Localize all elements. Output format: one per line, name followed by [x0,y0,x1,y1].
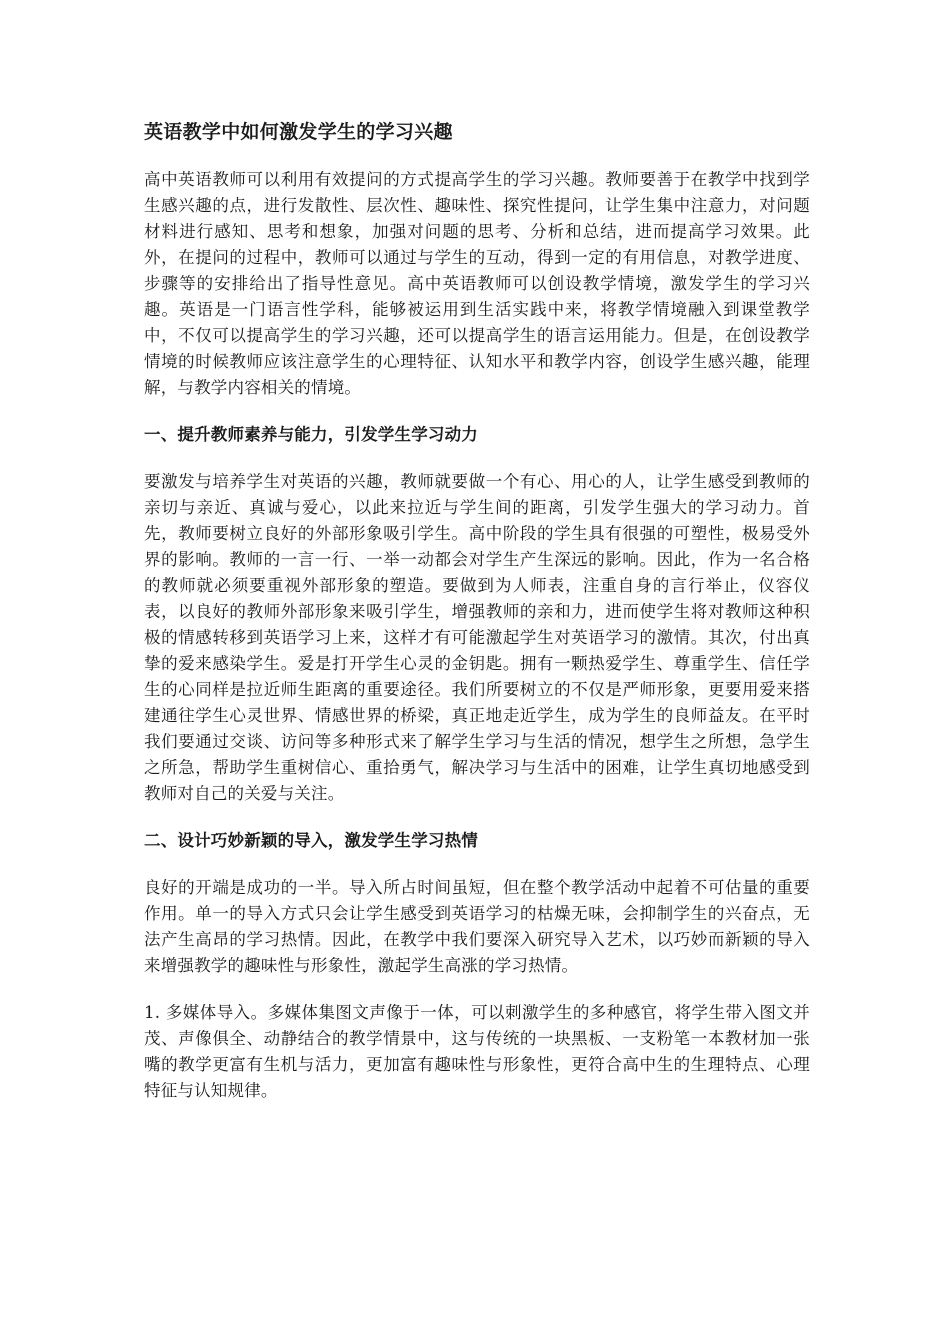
intro-paragraph: 高中英语教师可以利用有效提问的方式提高学生的学习兴趣。教师要善于在教学中找到学生感兴趣的点，进行发散性、层次性、趣味性、探究性提问，让学生集中注意力，对问题材料进行感知、思考和想象，加强对问题的思考、分析和总结，进而提高学习效果。此外，在提问的过程中，教师可以通过与学生的互动，得到一定的有用信息，对教学进度、步骤等的安排给出了指导性意见。高中英语教师可以创设教学情境，激发学生的学习兴趣。英语是一门语言性学科，能够被运用到生活实践中来，将教学情境融入到课堂教学中，不仅可以提高学生的学习兴趣，还可以提高学生的语言运用能力。但是，在创设教学情境的时候教师应该注意学生的心理特征、认知水平和教学内容，创设学生感兴趣，能理解，与教学内容相关的情境。 [144,170,810,397]
section-2-heading: 二、设计巧妙新颖的导入，激发学生学习热情 [144,831,478,850]
document-page [144,118,810,1125]
section-1-paragraph-1: 要激发与培养学生对英语的兴趣，教师就要做一个有心、用心的人，让学生感受到教师的亲切与亲近、真诚与爱心，以此来拉近与学生间的距离，引发学生强大的学习动力。首先，教师要树立良好的外部形象吸引学生。高中阶段的学生具有很强的可塑性，极易受外界的影响。教师的一言一行、一举一动都会对学生产生深远的影响。因此，作为一名合格的教师就必须要重视外部形象的塑造。要做到为人师表，注重自身的言行举止，仪容仪表，以良好的教师外部形象来吸引学生，增强教师的亲和力，进而使学生将对教师这种积极的情感转移到英语学习上来，这样才有可能激起学生对英语学习的激情。其次，付出真挚的爱来感染学生。爱是打开学生心灵的金钥匙。拥有一颗热爱学生、尊重学生、信任学生的心同样是拉近师生距离的重要途径。我们所要树立的不仅是严师形象，更要用爱来搭建通往学生心灵世界、情感世界的桥梁，真正地走近学生，成为学生的良师益友。在平时我们要通过交谈、访问等多种形式来了解学生学习与生活的情况，想学生之所想，急学生之所急，帮助学生重树信心、重拾勇气，解决学习与生活中的困难，让学生真切地感受到教师对自己的关爱与关注。 [144,472,810,803]
section-2-paragraph-1: 良好的开端是成功的一半。导入所占时间虽短，但在整个教学活动中起着不可估量的重要作用。单一的导入方式只会让学生感受到英语学习的枯燥无味，会抑制学生的兴奋点，无法产生高昂的学习热情。因此，在教学中我们要深入研究导入艺术，以巧妙而新颖的导入来增强教学的趣味性与形象性，激起学生高涨的学习热情。 [144,878,810,975]
section-2-paragraph-2: 1. 多媒体导入。多媒体集图文声像于一体，可以刺激学生的多种感官，将学生带入图文并茂、声像俱全、动静结合的教学情景中，这与传统的一块黑板、一支粉笔一本教材加一张嘴的教学更富有生机与活力，更加富有趣味性与形象性，更符合高中生的生理特点、心理特征与认知规律。 [144,1003,810,1100]
section-1-heading: 一、提升教师素养与能力，引发学生学习动力 [144,425,478,444]
document-title: 英语教学中如何激发学生的学习兴趣 [144,121,453,143]
